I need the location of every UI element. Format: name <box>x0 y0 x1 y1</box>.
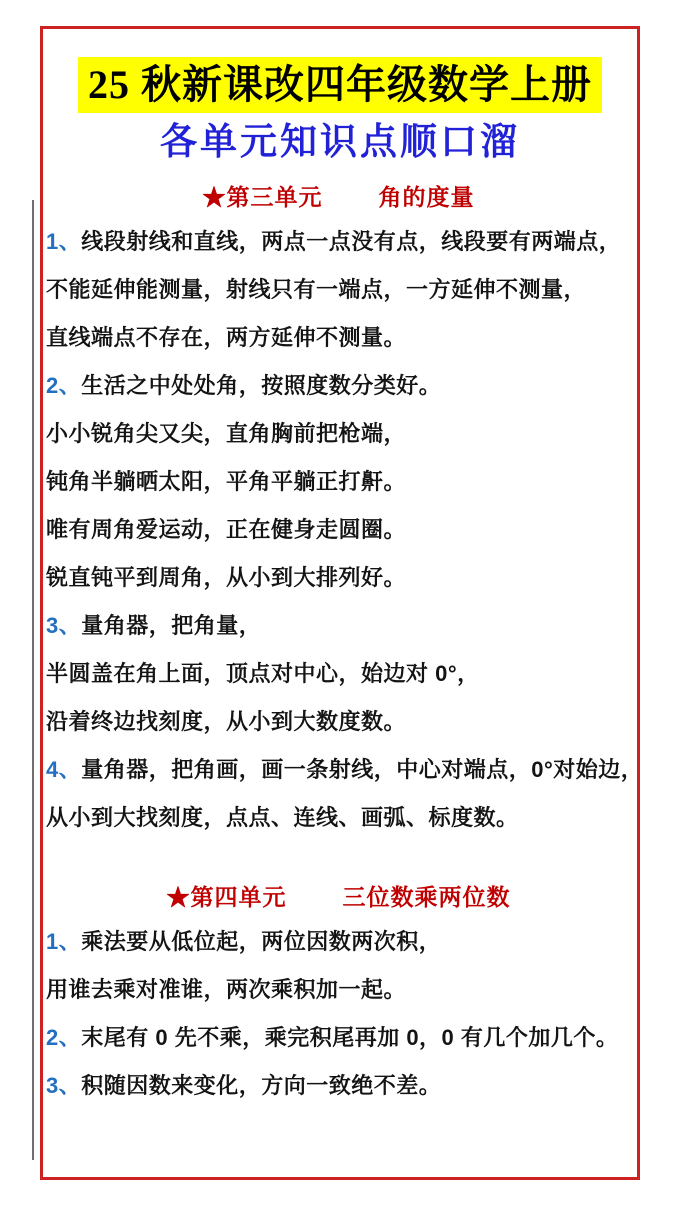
line-text: 半圆盖在角上面，顶点对中心，始边对 0°， <box>46 661 480 686</box>
line-number: 3、 <box>46 1073 82 1098</box>
rhyme-line <box>46 650 631 698</box>
line-number: 4、 <box>46 757 82 782</box>
line-text: 唯有周角爱运动，正在健身走圆圈。 <box>46 517 407 542</box>
rhyme-line <box>46 746 644 794</box>
scan-artifact-line <box>32 200 34 1160</box>
section-heading <box>46 882 631 912</box>
line-text: 小小锐角尖又尖，直角胸前把枪端， <box>46 421 407 446</box>
line-text: 不能延伸能测量，射线只有一端点，一方延伸不测量， <box>46 277 587 302</box>
rhyme-line <box>46 1062 631 1110</box>
line-text: 直线端点不存在，两方延伸不测量。 <box>46 325 407 350</box>
rhyme-line <box>46 794 631 842</box>
rhyme-line <box>46 1014 631 1062</box>
section <box>46 882 631 1110</box>
page-subtitle: 各单元知识点顺口溜 <box>160 122 520 163</box>
line-text: 钝角半躺晒太阳，平角平躺正打鼾。 <box>46 469 407 494</box>
section-heading-topic: 角的度量 <box>378 184 475 210</box>
line-text: 末尾有 0 先不乘，乘完积尾再加 0，0 有几个加几个。 <box>81 1025 619 1050</box>
rhyme-line <box>46 410 631 458</box>
line-number: 1、 <box>46 229 82 254</box>
title-block <box>43 57 637 113</box>
line-number: 3、 <box>46 613 82 638</box>
rhyme-line <box>46 966 631 1014</box>
rhyme-line <box>46 314 631 362</box>
rhyme-line <box>46 918 631 966</box>
rhyme-line <box>46 266 631 314</box>
line-number: 2、 <box>46 373 82 398</box>
section-heading-unit: ★第四单元 <box>166 884 287 910</box>
line-number: 1、 <box>46 929 82 954</box>
line-text: 量角器，把角量， <box>81 613 262 638</box>
section-heading-unit: ★第三单元 <box>202 184 323 210</box>
line-text: 从小到大找刻度，点点、连线、画弧、标度数。 <box>46 805 519 830</box>
rhyme-line <box>46 362 631 410</box>
sections <box>43 182 644 1110</box>
line-text: 积随因数来变化，方向一致绝不差。 <box>81 1073 442 1098</box>
section-heading-topic: 三位数乘两位数 <box>342 884 511 910</box>
rhyme-line <box>46 602 631 650</box>
page-title: 25 秋新课改四年级数学上册 <box>78 57 602 113</box>
rhyme-line <box>46 218 631 266</box>
rhyme-line <box>46 698 631 746</box>
rhyme-line <box>46 554 631 602</box>
section-lines <box>46 918 631 1110</box>
section-lines <box>46 218 644 842</box>
line-text: 用谁去乘对准谁，两次乘积加一起。 <box>46 977 407 1002</box>
line-text: 量角器，把角画，画一条射线，中心对端点，0°对始边， <box>81 757 644 782</box>
line-text: 生活之中处处角，按照度数分类好。 <box>81 373 442 398</box>
section <box>46 182 644 842</box>
line-text: 沿着终边找刻度，从小到大数度数。 <box>46 709 407 734</box>
line-text: 乘法要从低位起，两位因数两次积， <box>81 929 442 954</box>
line-text: 线段射线和直线，两点一点没有点，线段要有两端点， <box>81 229 622 254</box>
line-number: 2、 <box>46 1025 82 1050</box>
section-heading <box>46 182 631 212</box>
line-text: 锐直钝平到周角，从小到大排列好。 <box>46 565 407 590</box>
rhyme-line <box>46 506 631 554</box>
document-frame <box>40 26 644 1180</box>
rhyme-line <box>46 458 631 506</box>
